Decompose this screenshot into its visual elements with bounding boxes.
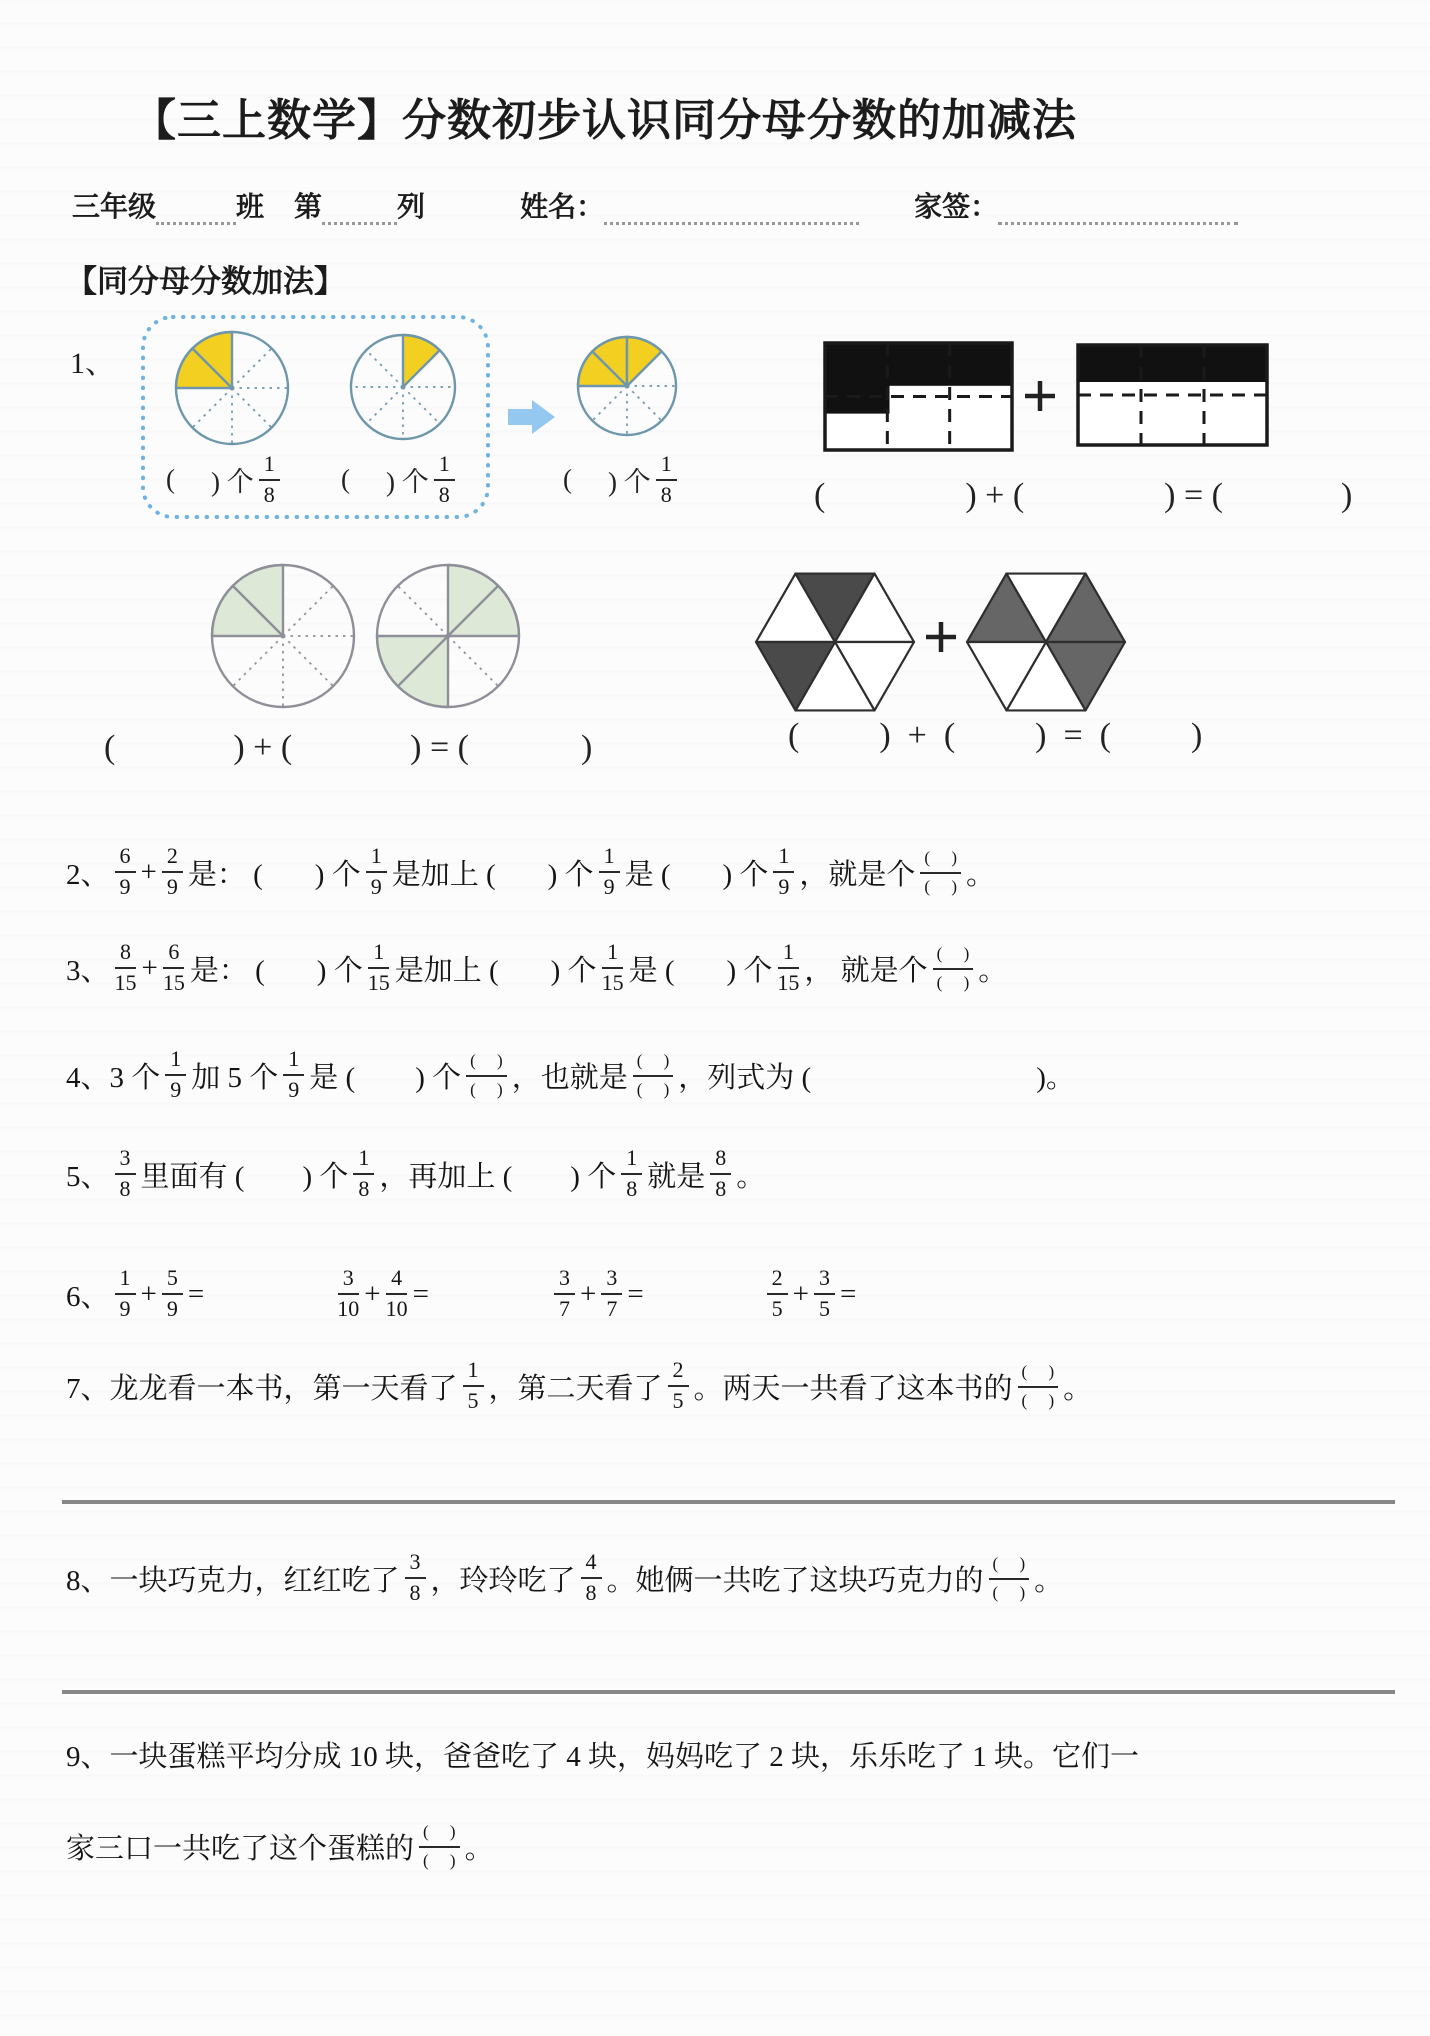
col-suffix-label: 列 [397, 190, 426, 223]
text-segment: ，再加上 ( [379, 1160, 513, 1193]
problem-3 [66, 926, 1007, 1010]
divider-1 [62, 1500, 1395, 1504]
text-segment: ( [104, 729, 116, 766]
problem-6 [66, 1252, 856, 1336]
pie-label-3 [563, 452, 682, 507]
problem-8 [66, 1536, 1063, 1620]
text-segment: 5、 [66, 1160, 110, 1193]
answer-blank [955, 736, 1035, 737]
text-segment: 2、 [66, 858, 110, 891]
fraction: $\frac{3}{8}$ [115, 1146, 136, 1201]
text-segment: 是： ( [189, 954, 265, 987]
text-segment: ) 个 [547, 858, 594, 891]
text-segment: ) 个 [211, 467, 254, 498]
answer-blank [469, 748, 581, 749]
text-segment: ( [788, 717, 800, 754]
rect-addend-2 [1078, 345, 1267, 445]
fraction: $\frac{2}{5}$ [668, 1358, 689, 1413]
green-equation [104, 729, 592, 767]
fraction: $\frac{3}{7}$ [601, 1266, 622, 1321]
answer-blank [292, 748, 410, 749]
fraction: $\frac{6}{9}$ [115, 844, 136, 899]
text-segment: 。 [966, 858, 996, 891]
answer-blank [244, 1174, 302, 1175]
text-segment: 是加上 ( [391, 858, 496, 891]
fraction: $\frac{4}{8}$ [581, 1550, 602, 1605]
text-segment: 是： ( [187, 858, 263, 891]
answer-blank [1111, 736, 1191, 737]
problem-1-figure [0, 300, 1430, 800]
answer-blank [499, 968, 551, 969]
text-segment: ) 个 [570, 1160, 617, 1193]
class-blank [156, 190, 236, 225]
plus-sign-1 [1025, 381, 1055, 411]
fraction: $\frac{1}{9}$ [165, 1047, 186, 1102]
sign-blank [998, 190, 1238, 225]
rect-equation [814, 477, 1352, 515]
hex-equation [788, 717, 1202, 755]
text-segment: 4、3 个 [66, 1061, 161, 1094]
text-segment: ) = ( [1164, 477, 1223, 514]
fraction: $\frac{1}{9}$ [773, 844, 794, 899]
blank-fraction: $\frac{( )}{( )}$ [419, 1821, 460, 1871]
answer-blank [799, 736, 879, 737]
problem-2 [66, 830, 995, 914]
text-segment: + [579, 1277, 597, 1310]
fraction: $\frac{1}{15}$ [367, 939, 390, 995]
text-segment: 。 [1063, 1372, 1093, 1405]
text-segment: ( [814, 477, 826, 514]
text-segment: + [140, 855, 157, 888]
answer-blank [355, 1075, 415, 1076]
fraction: $\frac{1}{9}$ [599, 844, 620, 899]
fraction: $\frac{1}{8}$ [656, 452, 677, 507]
hex-addend-2 [967, 574, 1125, 711]
text-segment: ) + ( [879, 717, 956, 754]
fraction: $\frac{1}{9}$ [283, 1047, 304, 1102]
pie-green-2 [377, 565, 519, 707]
answer-blank [1223, 496, 1341, 497]
problem-9-line2 [66, 1804, 494, 1888]
answer-blank [429, 1294, 549, 1295]
text-segment: ) 个 [316, 954, 363, 987]
hex-addend-1 [756, 574, 914, 711]
text-segment: 是 ( [624, 858, 671, 891]
text-segment: + [364, 1277, 381, 1310]
fraction: $\frac{1}{9}$ [366, 844, 387, 899]
text-segment: ) 个 [608, 467, 651, 498]
fraction: $\frac{3}{5}$ [814, 1266, 835, 1321]
answer-blank [204, 1294, 332, 1295]
text-segment: = [627, 1277, 644, 1310]
text-segment: ) [580, 729, 593, 766]
text-segment: 。 [1034, 1564, 1064, 1597]
fraction: $\frac{8}{15}$ [114, 939, 137, 995]
fraction: $\frac{1}{8}$ [621, 1146, 642, 1201]
pie-green-1 [212, 565, 354, 707]
text-segment: 。 [736, 1160, 766, 1193]
text-segment: ，玲玲吃了 [430, 1564, 576, 1597]
answer-blank [825, 496, 965, 497]
answer-blank [674, 968, 726, 969]
answer-blank [572, 479, 608, 480]
name-blank [604, 190, 859, 225]
answer-blank [115, 748, 233, 749]
text-segment: 就是 [647, 1160, 706, 1193]
text-segment: + [140, 1277, 157, 1310]
text-segment: ，就是个 [799, 858, 916, 891]
text-segment: ) 个 [415, 1061, 462, 1094]
text-segment: = [412, 1277, 429, 1310]
answer-blank [263, 872, 315, 873]
blank-fraction: $\frac{( )}{( )}$ [989, 1553, 1030, 1603]
text-segment: ) = ( [410, 729, 469, 766]
text-segment: 9、一块蛋糕平均分成 10 块，爸爸吃了 4 块，妈妈吃了 2 块，乐乐吃了 1 块。它们一 [66, 1740, 1140, 1773]
sign-label: 家签： [914, 190, 999, 223]
fraction: $\frac{2}{9}$ [162, 844, 183, 899]
problem-1-number: 1、 [70, 347, 115, 380]
text-segment: ) 个 [314, 858, 361, 891]
name-label: 姓名： [520, 190, 605, 223]
text-segment: 。 [978, 954, 1008, 987]
text-segment: 。 [464, 1832, 494, 1865]
fraction: $\frac{1}{9}$ [115, 1266, 136, 1321]
blank-fraction: $\frac{( )}{( )}$ [633, 1050, 674, 1100]
text-segment: 是加上 ( [394, 954, 499, 987]
pie-addend-1 [176, 332, 288, 444]
text-segment: 。两天一共看了这本书的 [693, 1372, 1013, 1405]
result-arrow-icon [508, 400, 555, 434]
plus-sign-2 [926, 622, 956, 652]
pie-addend-2 [351, 335, 455, 439]
text-segment: = [187, 1277, 205, 1310]
problem-5 [66, 1132, 765, 1216]
text-segment: 8、一块巧克力，红红吃了 [66, 1564, 400, 1597]
answer-blank [670, 872, 722, 873]
answer-blank [265, 968, 317, 969]
fraction: $\frac{1}{8}$ [259, 452, 280, 507]
pie-label-1 [166, 452, 285, 507]
text-segment: ) = ( [1035, 717, 1111, 754]
answer-blank [496, 872, 548, 873]
pie-sum [578, 337, 676, 435]
text-segment: ) 个 [386, 467, 429, 498]
answer-blank [1024, 496, 1164, 497]
answer-blank [175, 479, 211, 480]
text-segment: = [840, 1277, 857, 1310]
text-segment: 3、 [66, 954, 110, 987]
fraction: $\frac{3}{10}$ [337, 1265, 360, 1321]
blank-fraction: $\frac{( )}{( )}$ [920, 847, 961, 897]
fraction: $\frac{1}{15}$ [777, 939, 800, 995]
text-segment: ，列式为 ( [678, 1061, 812, 1094]
text-segment: 7、龙龙看一本书，第一天看了 [66, 1372, 458, 1405]
text-segment: 是 ( [309, 1061, 356, 1094]
fraction: $\frac{1}{5}$ [463, 1358, 484, 1413]
text-segment: 加 5 个 [191, 1061, 279, 1094]
fraction: $\frac{3}{8}$ [405, 1550, 426, 1605]
text-segment: ) 个 [726, 954, 773, 987]
problem-9-line1 [66, 1712, 1139, 1796]
fraction: $\frac{3}{7}$ [554, 1266, 575, 1321]
text-segment: ( [341, 464, 350, 495]
answer-blank [811, 1075, 1036, 1076]
fraction: $\frac{1}{8}$ [434, 452, 455, 507]
col-blank [322, 190, 397, 225]
blank-fraction: $\frac{( )}{( )}$ [1018, 1361, 1059, 1411]
fraction: $\frac{1}{15}$ [601, 939, 624, 995]
text-segment: ) 个 [722, 858, 769, 891]
text-segment: 是 ( [628, 954, 675, 987]
fraction: $\frac{1}{8}$ [353, 1146, 374, 1201]
text-segment: 里面有 ( [140, 1160, 245, 1193]
blank-fraction: $\frac{( )}{( )}$ [466, 1050, 507, 1100]
fraction: $\frac{8}{8}$ [710, 1146, 731, 1201]
col-prefix-label: 第 [294, 190, 323, 223]
grade-label: 三年级 [72, 190, 157, 223]
fraction: $\frac{5}{9}$ [162, 1266, 183, 1321]
blank-fraction: $\frac{( )}{( )}$ [933, 943, 974, 993]
text-segment: + [792, 1277, 810, 1310]
text-segment: ) + ( [233, 729, 293, 766]
text-segment: 家三口一共吃了这个蛋糕的 [66, 1832, 415, 1865]
answer-blank [644, 1294, 762, 1295]
text-segment: 。她俩一共吃了这块巧克力的 [606, 1564, 984, 1597]
text-segment: ) [1190, 717, 1203, 754]
text-segment: ， 就是个 [804, 954, 928, 987]
text-segment: ) [1340, 477, 1353, 514]
fraction: $\frac{6}{15}$ [162, 939, 185, 995]
answer-blank [350, 479, 386, 480]
text-segment: ) + ( [965, 477, 1025, 514]
text-segment: ，也就是 [511, 1061, 628, 1094]
text-segment: )。 [1036, 1061, 1075, 1094]
text-segment: + [141, 951, 158, 984]
text-segment: ( [563, 464, 572, 495]
fraction: $\frac{2}{5}$ [767, 1266, 788, 1321]
text-segment: 6、 [66, 1280, 110, 1313]
class-label: 班 [236, 190, 265, 223]
fraction: $\frac{4}{10}$ [385, 1265, 408, 1321]
text-segment: ( [166, 464, 175, 495]
header-row [72, 185, 1238, 225]
rect-addend-1 [825, 343, 1012, 450]
divider-2 [62, 1690, 1395, 1694]
problem-7 [66, 1344, 1092, 1428]
answer-blank [512, 1174, 570, 1175]
section-heading: 【同分母分数加法】 [66, 264, 345, 300]
page-title: 【三上数学】分数初步认识同分母分数的加减法 [132, 95, 1077, 146]
text-segment: ) 个 [302, 1160, 349, 1193]
text-segment: ，第二天看了 [488, 1372, 663, 1405]
pie-label-2 [341, 452, 460, 507]
text-segment: ) 个 [550, 954, 597, 987]
problem-4 [66, 1033, 1075, 1117]
